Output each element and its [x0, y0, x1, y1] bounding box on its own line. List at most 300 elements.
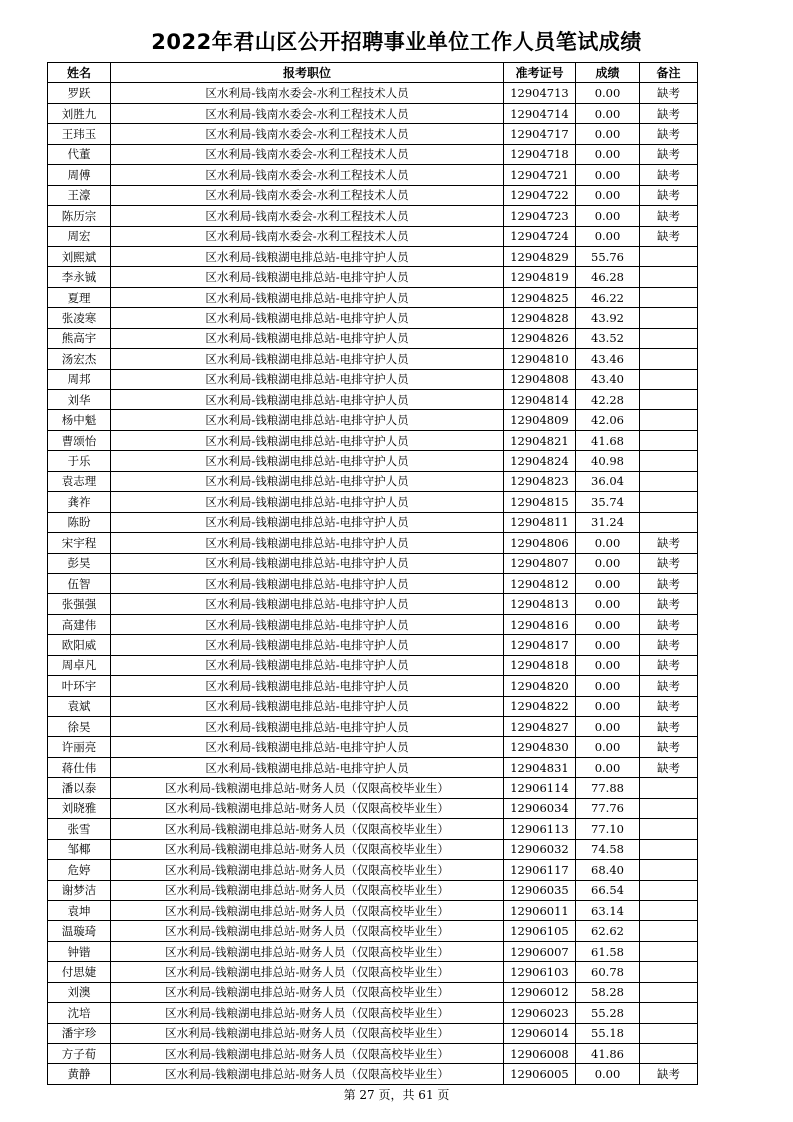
cell-position: 区水利局-钱粮湖电排总站-电排守护人员 — [111, 492, 504, 512]
cell-position: 区水利局-钱粮湖电排总站-电排守护人员 — [111, 390, 504, 410]
cell-name: 谢梦洁 — [48, 880, 111, 900]
cell-position: 区水利局-钱粮湖电排总站-财务人员（仅限高校毕业生） — [111, 880, 504, 900]
table-row — [48, 430, 698, 450]
table-body — [48, 83, 698, 1084]
cell-position: 区水利局-钱粮湖电排总站-电排守护人员 — [111, 757, 504, 777]
table-row — [48, 512, 698, 532]
cell-remark: 缺考 — [640, 103, 698, 123]
cell-position: 区水利局-钱粮湖电排总站-电排守护人员 — [111, 614, 504, 634]
table-row — [48, 492, 698, 512]
cell-exam-id: 12904813 — [504, 594, 576, 614]
cell-position: 区水利局-钱粮湖电排总站-电排守护人员 — [111, 655, 504, 675]
cell-name: 蒋仕伟 — [48, 757, 111, 777]
cell-score: 60.78 — [576, 962, 640, 982]
cell-name: 夏理 — [48, 287, 111, 307]
cell-remark — [640, 839, 698, 859]
table-row — [48, 737, 698, 757]
table-row — [48, 757, 698, 777]
cell-exam-id: 12904811 — [504, 512, 576, 532]
cell-score: 0.00 — [576, 757, 640, 777]
cell-name: 刘晓雅 — [48, 798, 111, 818]
cell-position: 区水利局-钱粮湖电排总站-财务人员（仅限高校毕业生） — [111, 778, 504, 798]
cell-remark: 缺考 — [640, 144, 698, 164]
table-row — [48, 676, 698, 696]
cell-name: 周卓凡 — [48, 655, 111, 675]
cell-score: 55.18 — [576, 1023, 640, 1043]
cell-score: 0.00 — [576, 124, 640, 144]
cell-remark: 缺考 — [640, 676, 698, 696]
cell-exam-id: 12904718 — [504, 144, 576, 164]
cell-remark — [640, 390, 698, 410]
cell-score: 0.00 — [576, 635, 640, 655]
header-exam-id: 准考证号 — [504, 63, 576, 83]
cell-position: 区水利局-钱粮湖电排总站-财务人员（仅限高校毕业生） — [111, 860, 504, 880]
cell-name: 伍智 — [48, 573, 111, 593]
table-row — [48, 308, 698, 328]
cell-name: 陈盼 — [48, 512, 111, 532]
table-row — [48, 982, 698, 1002]
cell-position: 区水利局-钱粮湖电排总站-电排守护人员 — [111, 246, 504, 266]
cell-position: 区水利局-钱粮湖电排总站-电排守护人员 — [111, 471, 504, 491]
cell-score: 43.92 — [576, 308, 640, 328]
cell-exam-id: 12906023 — [504, 1003, 576, 1023]
table-row — [48, 471, 698, 491]
cell-score: 0.00 — [576, 103, 640, 123]
table-row — [48, 390, 698, 410]
cell-position: 区水利局-钱粮湖电排总站-电排守护人员 — [111, 594, 504, 614]
cell-remark: 缺考 — [640, 83, 698, 103]
cell-exam-id: 12906103 — [504, 962, 576, 982]
table-row — [48, 819, 698, 839]
cell-score: 0.00 — [576, 676, 640, 696]
cell-position: 区水利局-钱南水委会-水利工程技术人员 — [111, 124, 504, 144]
cell-position: 区水利局-钱粮湖电排总站-电排守护人员 — [111, 430, 504, 450]
cell-exam-id: 12904807 — [504, 553, 576, 573]
cell-remark — [640, 798, 698, 818]
cell-remark — [640, 430, 698, 450]
cell-position: 区水利局-钱粮湖电排总站-财务人员（仅限高校毕业生） — [111, 900, 504, 920]
cell-exam-id: 12904828 — [504, 308, 576, 328]
cell-position: 区水利局-钱南水委会-水利工程技术人员 — [111, 103, 504, 123]
table-row — [48, 369, 698, 389]
cell-score: 0.00 — [576, 594, 640, 614]
cell-position: 区水利局-钱粮湖电排总站-财务人员（仅限高校毕业生） — [111, 941, 504, 961]
cell-score: 77.88 — [576, 778, 640, 798]
cell-name: 高建伟 — [48, 614, 111, 634]
cell-remark: 缺考 — [640, 206, 698, 226]
cell-exam-id: 12904829 — [504, 246, 576, 266]
cell-score: 0.00 — [576, 553, 640, 573]
cell-score: 42.28 — [576, 390, 640, 410]
cell-remark — [640, 267, 698, 287]
cell-position: 区水利局-钱粮湖电排总站-财务人员（仅限高校毕业生） — [111, 798, 504, 818]
table-row — [48, 880, 698, 900]
cell-exam-id: 12904806 — [504, 533, 576, 553]
cell-exam-id: 12906114 — [504, 778, 576, 798]
table-row — [48, 206, 698, 226]
cell-remark — [640, 451, 698, 471]
table-row — [48, 83, 698, 103]
cell-remark — [640, 471, 698, 491]
cell-name: 沈培 — [48, 1003, 111, 1023]
cell-name: 危婷 — [48, 860, 111, 880]
cell-score: 0.00 — [576, 533, 640, 553]
table-row — [48, 533, 698, 553]
cell-name: 欧阳威 — [48, 635, 111, 655]
header-score: 成绩 — [576, 63, 640, 83]
cell-position: 区水利局-钱粮湖电排总站-电排守护人员 — [111, 308, 504, 328]
cell-name: 温璇琦 — [48, 921, 111, 941]
cell-score: 0.00 — [576, 737, 640, 757]
cell-exam-id: 12904816 — [504, 614, 576, 634]
cell-remark — [640, 369, 698, 389]
cell-score: 77.76 — [576, 798, 640, 818]
cell-remark — [640, 246, 698, 266]
cell-exam-id: 12904713 — [504, 83, 576, 103]
table-row — [48, 1044, 698, 1064]
cell-position: 区水利局-钱粮湖电排总站-电排守护人员 — [111, 451, 504, 471]
cell-score: 46.28 — [576, 267, 640, 287]
cell-remark — [640, 349, 698, 369]
table-row — [48, 267, 698, 287]
cell-score: 43.46 — [576, 349, 640, 369]
score-table — [47, 62, 698, 1085]
cell-exam-id: 12904824 — [504, 451, 576, 471]
cell-position: 区水利局-钱粮湖电排总站-电排守护人员 — [111, 512, 504, 532]
table-row — [48, 328, 698, 348]
cell-position: 区水利局-钱粮湖电排总站-财务人员（仅限高校毕业生） — [111, 1044, 504, 1064]
cell-exam-id: 12904826 — [504, 328, 576, 348]
cell-score: 0.00 — [576, 614, 640, 634]
table-row — [48, 1023, 698, 1043]
cell-name: 黄静 — [48, 1064, 111, 1084]
cell-score: 41.86 — [576, 1044, 640, 1064]
cell-name: 宋宇程 — [48, 533, 111, 553]
cell-remark: 缺考 — [640, 655, 698, 675]
cell-exam-id: 12904825 — [504, 287, 576, 307]
cell-score: 0.00 — [576, 655, 640, 675]
cell-remark: 缺考 — [640, 635, 698, 655]
cell-score: 0.00 — [576, 573, 640, 593]
cell-name: 张强强 — [48, 594, 111, 614]
cell-position: 区水利局-钱南水委会-水利工程技术人员 — [111, 226, 504, 246]
cell-remark: 缺考 — [640, 553, 698, 573]
cell-name: 钟锴 — [48, 941, 111, 961]
cell-remark: 缺考 — [640, 573, 698, 593]
cell-name: 王玮玉 — [48, 124, 111, 144]
cell-name: 许丽亮 — [48, 737, 111, 757]
cell-position: 区水利局-钱粮湖电排总站-电排守护人员 — [111, 737, 504, 757]
table-row — [48, 573, 698, 593]
cell-position: 区水利局-钱南水委会-水利工程技术人员 — [111, 144, 504, 164]
cell-exam-id: 12906008 — [504, 1044, 576, 1064]
cell-name: 袁坤 — [48, 900, 111, 920]
cell-position: 区水利局-钱南水委会-水利工程技术人员 — [111, 185, 504, 205]
cell-name: 袁志理 — [48, 471, 111, 491]
table-row — [48, 717, 698, 737]
table-row — [48, 941, 698, 961]
cell-name: 叶环宇 — [48, 676, 111, 696]
table-row — [48, 900, 698, 920]
cell-name: 刘华 — [48, 390, 111, 410]
cell-exam-id: 12904827 — [504, 717, 576, 737]
cell-name: 张雪 — [48, 819, 111, 839]
cell-name: 袁斌 — [48, 696, 111, 716]
cell-name: 方子荀 — [48, 1044, 111, 1064]
table-row — [48, 246, 698, 266]
header-remark: 备注 — [640, 63, 698, 83]
cell-name: 王濠 — [48, 185, 111, 205]
cell-exam-id: 12906032 — [504, 839, 576, 859]
cell-remark — [640, 941, 698, 961]
cell-remark — [640, 880, 698, 900]
cell-position: 区水利局-钱粮湖电排总站-财务人员（仅限高校毕业生） — [111, 921, 504, 941]
cell-exam-id: 12904821 — [504, 430, 576, 450]
cell-name: 代董 — [48, 144, 111, 164]
cell-exam-id: 12904812 — [504, 573, 576, 593]
cell-position: 区水利局-钱粮湖电排总站-电排守护人员 — [111, 328, 504, 348]
cell-name: 付思婕 — [48, 962, 111, 982]
cell-remark: 缺考 — [640, 533, 698, 553]
cell-position: 区水利局-钱粮湖电排总站-电排守护人员 — [111, 369, 504, 389]
cell-exam-id: 12904830 — [504, 737, 576, 757]
cell-position: 区水利局-钱粮湖电排总站-电排守护人员 — [111, 676, 504, 696]
cell-score: 0.00 — [576, 206, 640, 226]
cell-exam-id: 12904717 — [504, 124, 576, 144]
cell-score: 36.04 — [576, 471, 640, 491]
cell-remark — [640, 819, 698, 839]
table-header-row — [48, 63, 698, 83]
cell-name: 徐昊 — [48, 717, 111, 737]
cell-score: 0.00 — [576, 696, 640, 716]
cell-score: 42.06 — [576, 410, 640, 430]
cell-exam-id: 12904818 — [504, 655, 576, 675]
cell-position: 区水利局-钱南水委会-水利工程技术人员 — [111, 206, 504, 226]
cell-remark — [640, 287, 698, 307]
cell-score: 61.58 — [576, 941, 640, 961]
cell-remark — [640, 860, 698, 880]
cell-exam-id: 12904810 — [504, 349, 576, 369]
cell-remark: 缺考 — [640, 737, 698, 757]
cell-remark: 缺考 — [640, 185, 698, 205]
cell-exam-id: 12904808 — [504, 369, 576, 389]
table-row — [48, 185, 698, 205]
cell-name: 罗跃 — [48, 83, 111, 103]
cell-position: 区水利局-钱粮湖电排总站-电排守护人员 — [111, 349, 504, 369]
cell-remark — [640, 1003, 698, 1023]
cell-score: 0.00 — [576, 144, 640, 164]
cell-remark: 缺考 — [640, 165, 698, 185]
cell-exam-id: 12904809 — [504, 410, 576, 430]
cell-score: 63.14 — [576, 900, 640, 920]
cell-exam-id: 12904723 — [504, 206, 576, 226]
cell-remark — [640, 1044, 698, 1064]
cell-score: 77.10 — [576, 819, 640, 839]
cell-remark — [640, 982, 698, 1002]
cell-exam-id: 12904819 — [504, 267, 576, 287]
cell-remark: 缺考 — [640, 124, 698, 144]
cell-score: 62.62 — [576, 921, 640, 941]
cell-name: 刘澳 — [48, 982, 111, 1002]
cell-position: 区水利局-钱粮湖电排总站-电排守护人员 — [111, 553, 504, 573]
cell-remark: 缺考 — [640, 226, 698, 246]
table-row — [48, 798, 698, 818]
table-row — [48, 860, 698, 880]
cell-remark — [640, 410, 698, 430]
cell-name: 周宏 — [48, 226, 111, 246]
cell-name: 潘宇珍 — [48, 1023, 111, 1043]
cell-score: 0.00 — [576, 165, 640, 185]
cell-remark: 缺考 — [640, 757, 698, 777]
cell-exam-id: 12904722 — [504, 185, 576, 205]
cell-remark — [640, 900, 698, 920]
cell-score: 31.24 — [576, 512, 640, 532]
cell-remark: 缺考 — [640, 696, 698, 716]
header-position: 报考职位 — [111, 63, 504, 83]
cell-position: 区水利局-钱粮湖电排总站-财务人员（仅限高校毕业生） — [111, 1064, 504, 1084]
cell-position: 区水利局-钱粮湖电排总站-电排守护人员 — [111, 635, 504, 655]
cell-exam-id: 12906105 — [504, 921, 576, 941]
cell-remark: 缺考 — [640, 1064, 698, 1084]
table-row — [48, 962, 698, 982]
cell-position: 区水利局-钱粮湖电排总站-财务人员（仅限高校毕业生） — [111, 819, 504, 839]
cell-position: 区水利局-钱粮湖电排总站-电排守护人员 — [111, 410, 504, 430]
table-row — [48, 349, 698, 369]
cell-exam-id: 12906035 — [504, 880, 576, 900]
cell-name: 刘熙斌 — [48, 246, 111, 266]
table-row — [48, 778, 698, 798]
table-row — [48, 553, 698, 573]
cell-remark — [640, 962, 698, 982]
cell-score: 55.28 — [576, 1003, 640, 1023]
cell-exam-id: 12904817 — [504, 635, 576, 655]
table-row — [48, 124, 698, 144]
cell-score: 0.00 — [576, 226, 640, 246]
header-name: 姓名 — [48, 63, 111, 83]
cell-exam-id: 12904815 — [504, 492, 576, 512]
cell-exam-id: 12904831 — [504, 757, 576, 777]
cell-position: 区水利局-钱粮湖电排总站-电排守护人员 — [111, 533, 504, 553]
cell-exam-id: 12906034 — [504, 798, 576, 818]
cell-exam-id: 12904714 — [504, 103, 576, 123]
cell-remark — [640, 492, 698, 512]
cell-score: 43.52 — [576, 328, 640, 348]
cell-score: 0.00 — [576, 717, 640, 737]
cell-exam-id: 12906005 — [504, 1064, 576, 1084]
table-row — [48, 165, 698, 185]
cell-name: 彭昊 — [48, 553, 111, 573]
cell-name: 潘以泰 — [48, 778, 111, 798]
table-row — [48, 410, 698, 430]
cell-name: 周邦 — [48, 369, 111, 389]
cell-position: 区水利局-钱粮湖电排总站-电排守护人员 — [111, 717, 504, 737]
cell-position: 区水利局-钱粮湖电排总站-财务人员（仅限高校毕业生） — [111, 962, 504, 982]
cell-score: 55.76 — [576, 246, 640, 266]
cell-exam-id: 12906113 — [504, 819, 576, 839]
table-row — [48, 287, 698, 307]
cell-score: 0.00 — [576, 83, 640, 103]
cell-remark: 缺考 — [640, 614, 698, 634]
cell-name: 龚祚 — [48, 492, 111, 512]
cell-score: 41.68 — [576, 430, 640, 450]
cell-score: 74.58 — [576, 839, 640, 859]
table-row — [48, 594, 698, 614]
table-row — [48, 226, 698, 246]
cell-name: 汤宏杰 — [48, 349, 111, 369]
cell-remark — [640, 778, 698, 798]
table-row — [48, 921, 698, 941]
cell-score: 40.98 — [576, 451, 640, 471]
cell-name: 陈历宗 — [48, 206, 111, 226]
table-row — [48, 655, 698, 675]
cell-remark — [640, 921, 698, 941]
table-row — [48, 1064, 698, 1084]
cell-score: 46.22 — [576, 287, 640, 307]
cell-score: 35.74 — [576, 492, 640, 512]
cell-name: 周傅 — [48, 165, 111, 185]
page-title: 2022年君山区公开招聘事业单位工作人员笔试成绩 — [151, 30, 642, 54]
cell-position: 区水利局-钱南水委会-水利工程技术人员 — [111, 83, 504, 103]
table-row — [48, 451, 698, 471]
cell-position: 区水利局-钱粮湖电排总站-电排守护人员 — [111, 696, 504, 716]
cell-position: 区水利局-钱粮湖电排总站-财务人员（仅限高校毕业生） — [111, 982, 504, 1002]
cell-score: 58.28 — [576, 982, 640, 1002]
cell-score: 68.40 — [576, 860, 640, 880]
cell-exam-id: 12904721 — [504, 165, 576, 185]
page-number: 第 27 页，共 61 页 — [343, 1088, 450, 1102]
cell-position: 区水利局-钱粮湖电排总站-财务人员（仅限高校毕业生） — [111, 1003, 504, 1023]
cell-remark: 缺考 — [640, 717, 698, 737]
cell-name: 杨中魁 — [48, 410, 111, 430]
cell-position: 区水利局-钱粮湖电排总站-电排守护人员 — [111, 287, 504, 307]
cell-remark — [640, 308, 698, 328]
table-row — [48, 614, 698, 634]
cell-remark — [640, 1023, 698, 1043]
cell-exam-id: 12904820 — [504, 676, 576, 696]
cell-exam-id: 12904822 — [504, 696, 576, 716]
cell-name: 张凌寒 — [48, 308, 111, 328]
cell-name: 刘胜九 — [48, 103, 111, 123]
cell-remark — [640, 328, 698, 348]
cell-position: 区水利局-钱粮湖电排总站-电排守护人员 — [111, 573, 504, 593]
cell-position: 区水利局-钱粮湖电排总站-财务人员（仅限高校毕业生） — [111, 839, 504, 859]
table-row — [48, 1003, 698, 1023]
cell-exam-id: 12906014 — [504, 1023, 576, 1043]
cell-position: 区水利局-钱粮湖电排总站-财务人员（仅限高校毕业生） — [111, 1023, 504, 1043]
cell-score: 0.00 — [576, 1064, 640, 1084]
cell-position: 区水利局-钱粮湖电排总站-电排守护人员 — [111, 267, 504, 287]
table-row — [48, 103, 698, 123]
table-row — [48, 696, 698, 716]
cell-exam-id: 12904814 — [504, 390, 576, 410]
cell-exam-id: 12906007 — [504, 941, 576, 961]
cell-score: 0.00 — [576, 185, 640, 205]
cell-score: 66.54 — [576, 880, 640, 900]
cell-exam-id: 12906011 — [504, 900, 576, 920]
table-row — [48, 839, 698, 859]
cell-position: 区水利局-钱南水委会-水利工程技术人员 — [111, 165, 504, 185]
cell-remark: 缺考 — [640, 594, 698, 614]
cell-name: 曹颂怡 — [48, 430, 111, 450]
cell-name: 邹椰 — [48, 839, 111, 859]
cell-exam-id: 12906117 — [504, 860, 576, 880]
cell-remark — [640, 512, 698, 532]
cell-exam-id: 12904823 — [504, 471, 576, 491]
table-row — [48, 144, 698, 164]
cell-name: 李永铖 — [48, 267, 111, 287]
cell-score: 43.40 — [576, 369, 640, 389]
cell-exam-id: 12904724 — [504, 226, 576, 246]
